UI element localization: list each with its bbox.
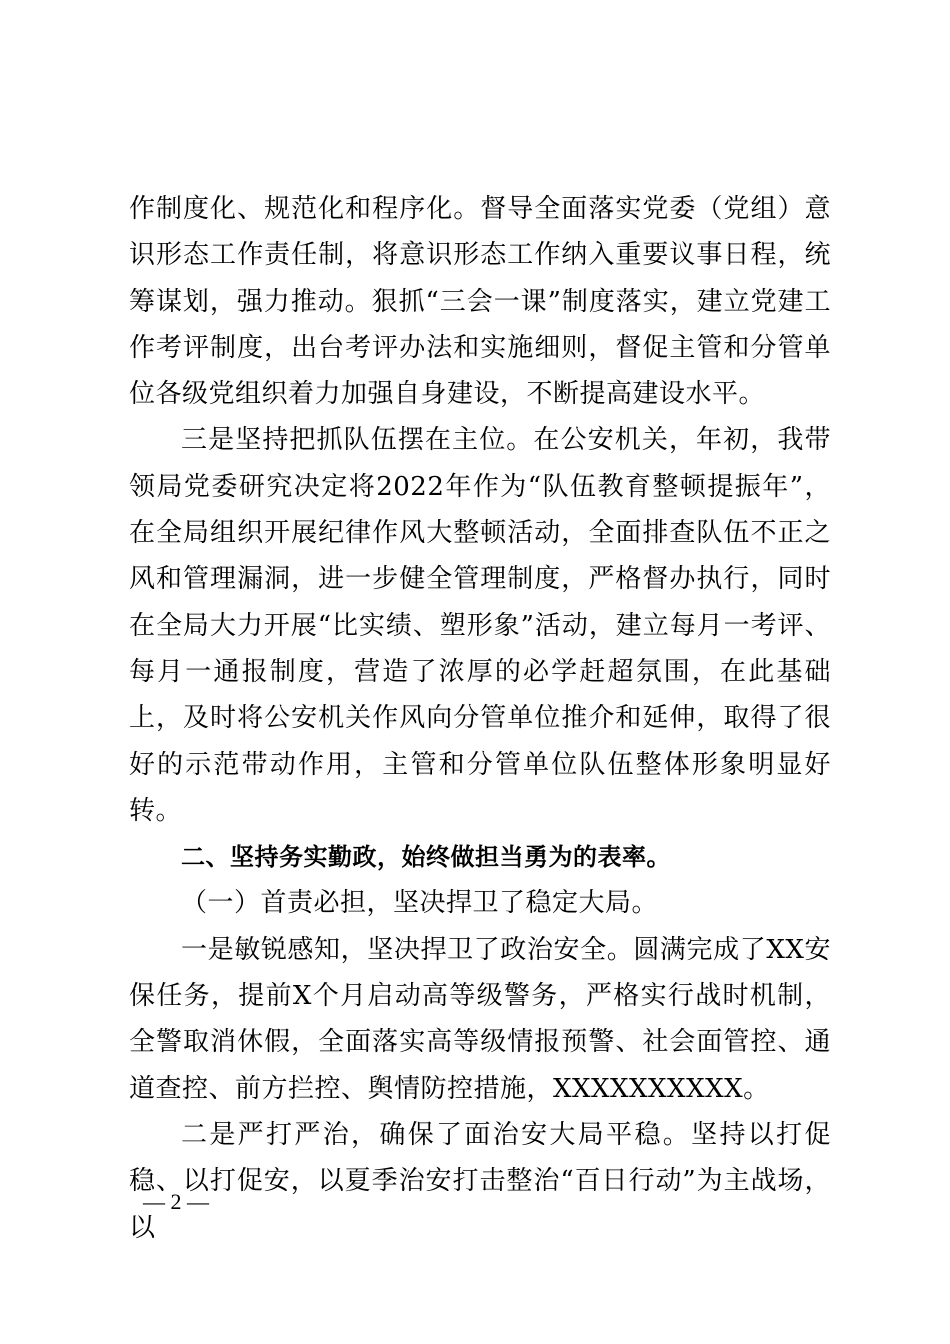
paragraph-political-security: 一是敏锐感知，坚决捍卫了政治安全。圆满完成了XX安保任务，提前X个月启动高等级警务，严格实行战时机制，全警取消休假，全面落实高等级情报预警、社会面管控、通道查控、前方拦控、舆情防控措施，XXXXXXXXXX。 (129, 934, 831, 1104)
paragraph-team-building: 三是坚持把抓队伍摆在主位。在公安机关，年初，我带领局党委研究决定将2022年作为“队伍教育整顿提振年”，在全局组织开展纪律作风大整顿活动，全面排查队伍不正之风和管理漏洞，进一步健全管理制度，严格督办执行，同时在全局大力开展“比实绩、塑形象”活动，建立每月一考评、每月一通报制度，营造了浓厚的必学赶超氛围，在此基础上，及时将公安机关作风向分管单位推介和延伸，取得了很好的示范带动作用，主管和分管单位队伍整体形象明显好转。 (129, 425, 831, 826)
section-heading: 二、坚持务实勤政，始终做担当勇为的表率。 (181, 843, 671, 872)
document-body (129, 186, 831, 1251)
paragraph-continuation: 作制度化、规范化和程序化。督导全面落实党委（党组）意识形态工作责任制，将意识形态工作纳入重要议事日程，统筹谋划，强力推动。狠抓“三会一课”制度落实，建立党建工作考评制度，出台考评办法和实施细则，督促主管和分管单位各级党组织着力加强自身建设，不断提高建设水平。 (129, 194, 831, 410)
subsection-heading: （一）首责必担，坚决捍卫了稳定大局。 (181, 888, 659, 919)
page-number: — 2 — (143, 1189, 209, 1214)
paragraph-public-order: 二是严打严治，确保了面治安大局平稳。坚持以打促稳、以打促安，以夏季治安打击整治“百日行动”为主战场，以 (129, 1119, 831, 1243)
